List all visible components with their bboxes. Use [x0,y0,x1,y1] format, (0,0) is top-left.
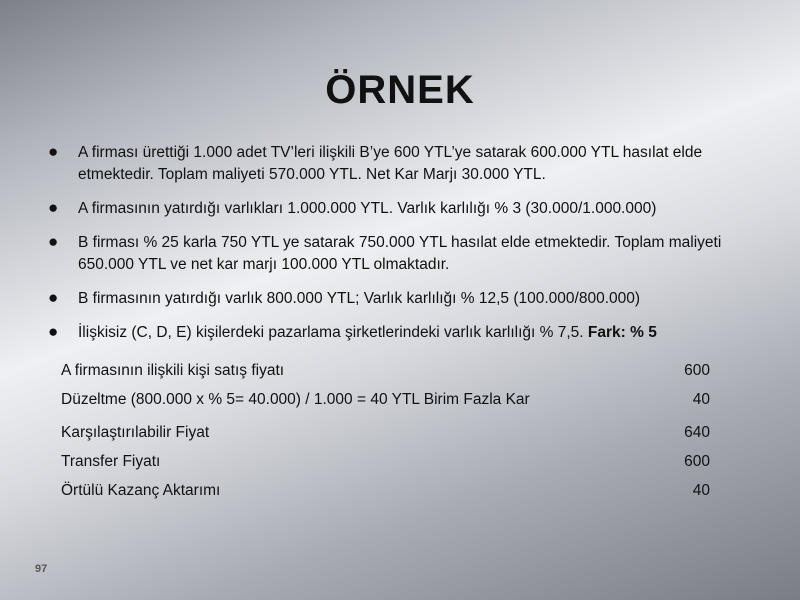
row-value: 40 [692,481,710,499]
table-row [55,447,720,476]
bullet-dot-icon: ● [48,198,59,217]
calculation-table [55,356,720,505]
bullet-dot-icon: ● [48,142,59,161]
bullet-item [48,288,768,310]
table-row [55,476,720,505]
bullet-text: B firmasının yatırdığı varlık 800.000 YTL; Varlık karlılığı % 12,5 (100.000/800.000) [78,290,641,307]
bullet-item [48,198,768,220]
table-row [55,385,720,414]
row-label: Karşılaştırılabilir Fiyat [61,423,210,441]
row-value: 640 [684,423,710,441]
bullet-item [48,322,768,344]
row-label: A firmasının ilişkili kişi satış fiyatı [61,361,285,379]
bullet-dot-icon: ● [48,322,59,341]
slide-title: ÖRNEK [325,68,475,112]
row-label: Düzeltme (800.000 x % 5= 40.000) / 1.000 = 40 YTL Birim Fazla Kar [61,390,530,408]
bullet-bold-text: Fark: % 5 [587,324,657,341]
row-label: Transfer Fiyatı [61,452,161,470]
page-number: 97 [35,563,48,575]
bullet-text: İlişkisiz (C, D, E) kişilerdeki pazarlama şirketlerindeki varlık karlılığı % 7,5. [78,324,588,341]
row-value: 600 [684,361,710,379]
bullet-text: A firması ürettiği 1.000 adet TV’leri ilişkili B’ye 600 YTL’ye satarak 600.000 YTL hasılat elde etmektedir. Toplam maliyeti 570.000 YTL. Net Kar Marjı 30.000 YTL. [78,144,703,183]
bullet-item [48,232,768,276]
bullet-dot-icon: ● [48,288,59,307]
row-value: 600 [684,452,710,470]
bullet-item [48,142,768,186]
bullet-text: A firmasının yatırdığı varlıkları 1.000.000 YTL. Varlık karlılığı % 3 (30.000/1.000.000) [78,200,657,217]
row-label: Örtülü Kazanç Aktarımı [61,481,221,499]
bullet-list [48,142,768,356]
bullet-dot-icon: ● [48,232,59,251]
table-row [55,414,720,447]
bullet-text: B firması % 25 karla 750 YTL ye satarak 750.000 YTL hasılat elde etmektedir. Toplam maliyeti 650.000 YTL ve net kar marjı 100.000 YTL olmaktadır. [78,234,722,273]
table-row [55,356,720,385]
row-value: 40 [692,390,710,408]
